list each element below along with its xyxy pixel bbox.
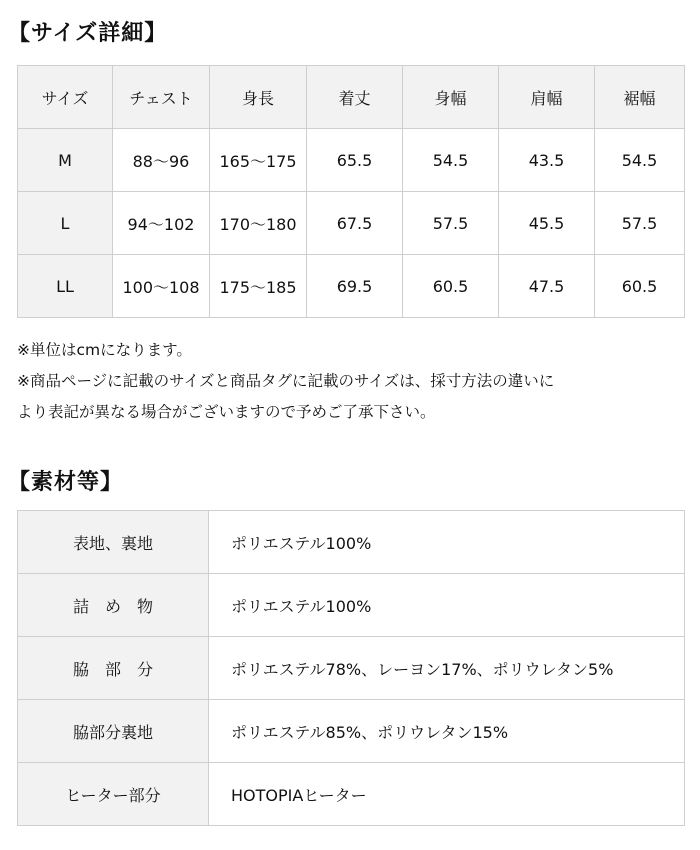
table-cell: 54.5: [595, 129, 685, 192]
header-body-width: 身幅: [403, 66, 499, 129]
table-row: [18, 129, 685, 192]
table-cell: 60.5: [403, 255, 499, 318]
material-label: 脇部分裏地: [18, 700, 209, 763]
table-cell: 45.5: [499, 192, 595, 255]
table-cell: 165～175: [210, 129, 307, 192]
table-cell: 67.5: [307, 192, 403, 255]
table-cell: 60.5: [595, 255, 685, 318]
table-cell: 57.5: [595, 192, 685, 255]
table-cell: 100～108: [113, 255, 210, 318]
size-table: [17, 65, 685, 318]
size-table-header-row: [18, 66, 685, 129]
note-unit: ※単位はcmになります。: [17, 341, 192, 359]
header-length: 着丈: [307, 66, 403, 129]
size-notes: [17, 335, 687, 428]
header-hem-width: 裾幅: [595, 66, 685, 129]
table-row: [18, 637, 685, 700]
size-label: M: [18, 129, 113, 192]
table-row: [18, 255, 685, 318]
material-label: 脇 部 分: [18, 637, 209, 700]
size-label: LL: [18, 255, 113, 318]
table-row: [18, 511, 685, 574]
material-label: ヒーター部分: [18, 763, 209, 826]
table-row: [18, 763, 685, 826]
materials-heading: 【素材等】: [8, 470, 124, 495]
material-value: ポリエステル85%、ポリウレタン15%: [209, 700, 685, 763]
header-shoulder-width: 肩幅: [499, 66, 595, 129]
material-label: 詰 め 物: [18, 574, 209, 637]
table-cell: 47.5: [499, 255, 595, 318]
header-chest: チェスト: [113, 66, 210, 129]
material-label: 表地、裏地: [18, 511, 209, 574]
size-details-heading: 【サイズ詳細】: [8, 21, 168, 46]
table-cell: 54.5: [403, 129, 499, 192]
table-row: [18, 192, 685, 255]
table-cell: 170～180: [210, 192, 307, 255]
table-cell: 88～96: [113, 129, 210, 192]
table-cell: 69.5: [307, 255, 403, 318]
material-value: ポリエステル78%、レーヨン17%、ポリウレタン5%: [209, 637, 685, 700]
table-row: [18, 700, 685, 763]
materials-table: [17, 510, 685, 826]
table-row: [18, 574, 685, 637]
size-label: L: [18, 192, 113, 255]
table-cell: 94～102: [113, 192, 210, 255]
material-value: ポリエステル100%: [209, 574, 685, 637]
material-value: HOTOPIAヒーター: [209, 763, 685, 826]
table-cell: 43.5: [499, 129, 595, 192]
material-value: ポリエステル100%: [209, 511, 685, 574]
note-measurement-line1: ※商品ページに記載のサイズと商品タグに記載のサイズは、採寸方法の違いに: [17, 372, 555, 390]
table-cell: 175～185: [210, 255, 307, 318]
table-cell: 65.5: [307, 129, 403, 192]
header-size: サイズ: [18, 66, 113, 129]
header-height: 身長: [210, 66, 307, 129]
note-measurement-line2: より表記が異なる場合がございますので予めご了承下さい。: [17, 403, 436, 421]
table-cell: 57.5: [403, 192, 499, 255]
